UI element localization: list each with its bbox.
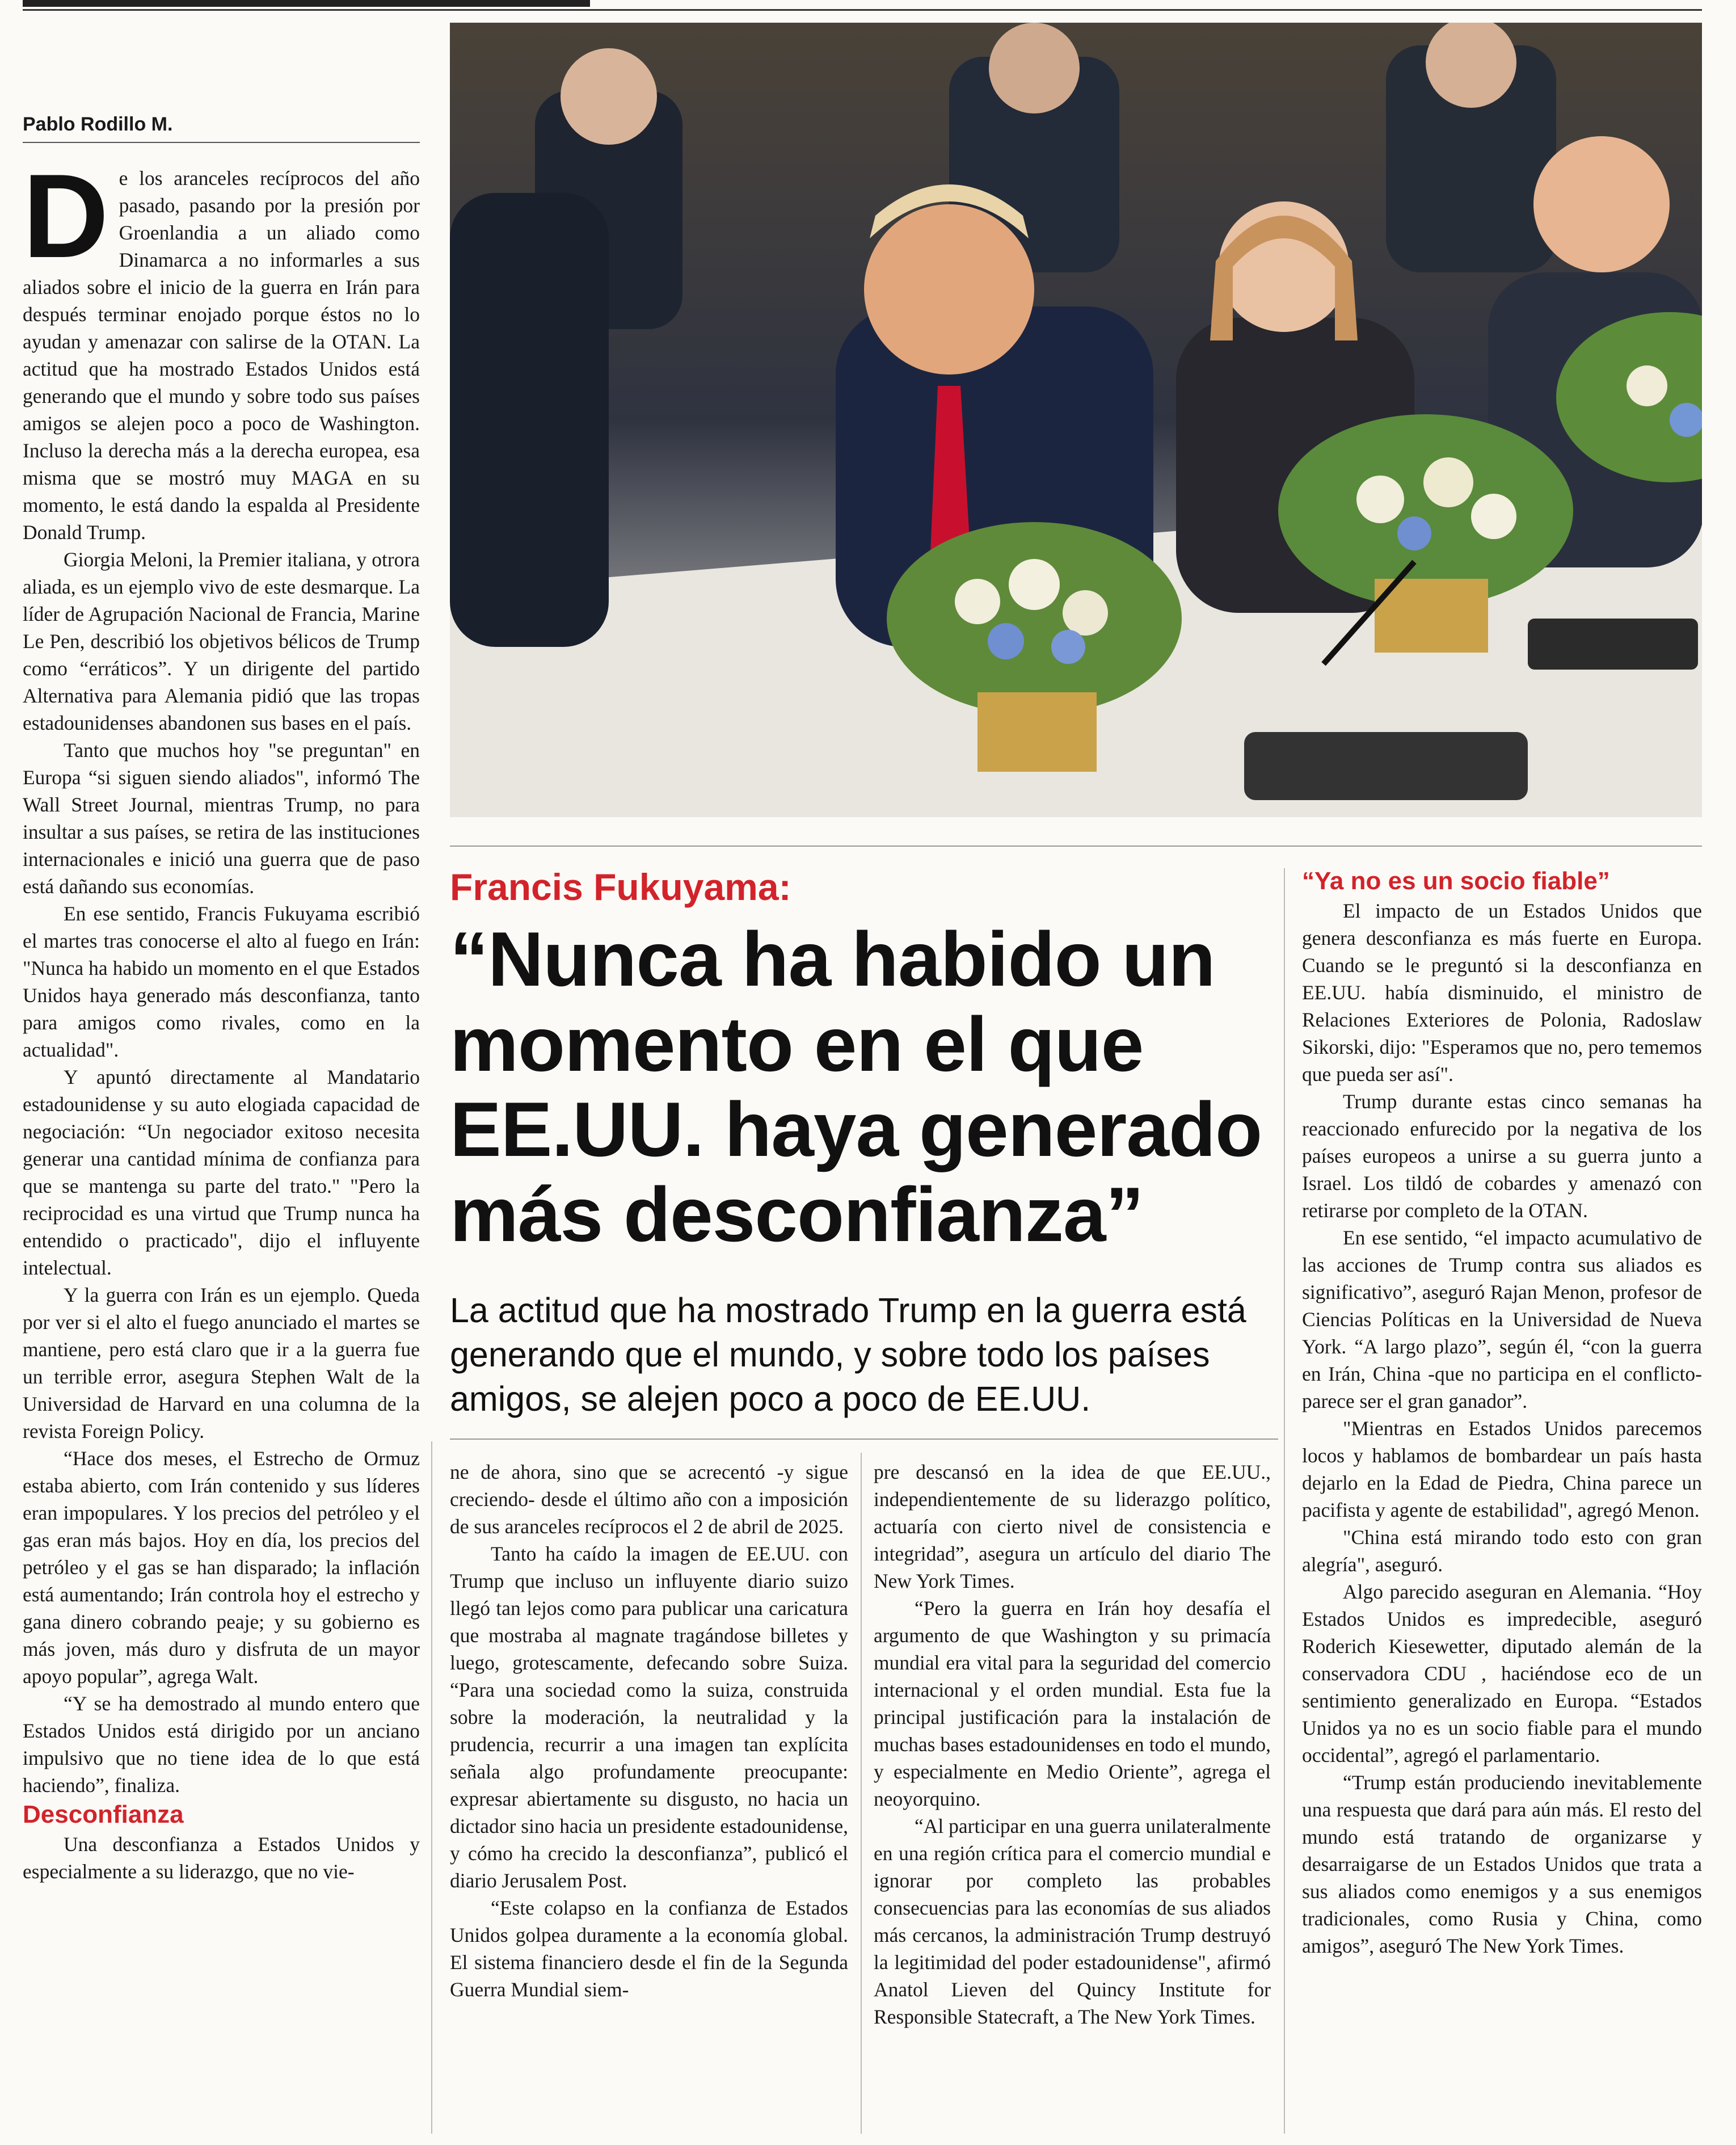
kicker: Francis Fukuyama: [450,866,791,908]
drop-cap: D [23,149,109,283]
col3-paragraph: “Al participar en una guerra unilateralmente en una región crítica para el comercio mundial e ignorar por completo las probables consecuencias para las economías de sus aliados más cercanos, la administración Trump destruyó la legitimidad del poder estadounidense", afirmó Anatol Lieven del Quincy Institute for Responsible Statecraft, a The New York Times. [874,1815,1271,2028]
col4-paragraph: En ese sentido, “el impacto acumulativo de las acciones de Trump contra sus aliados es significativo”, aseguró Rajan Menon, profesor de Ciencias Políticas en la Universidad de Nueva York. “A largo plazo”, según él, “con la guerra en Irán, China -que no participa en el conflicto- parece ser el gran ganador”. [1302,1226,1702,1412]
col3-paragraph: “Pero la guerra en Irán hoy desafía el argumento de que Washington y su primacía mundial era vital para la seguridad del comercio internacional y el orden mundial. Esta fue la principal justificación para la instalación de muchas bases estadounidenses en todo el mundo, y especialmente en Medio Oriente”, agrega el neoyorquino. [874,1597,1271,1810]
col1-paragraph: Tanto que muchos hoy "se preguntan" en Europa “si siguen siendo aliados", informó The Wall Street Journal, mientras Trump, no para insultar a sus países, se retira de las instituciones internacionales e inició una guerra que de paso está dañando sus economías. [23,739,420,898]
column-3 [874,1458,1271,2030]
col1-paragraph: Y la guerra con Irán es un ejemplo. Queda por ver si el alto el fuego anunciado el martes se mantiene, pero está claro que ir a la guerra fue un terrible error, asegura Stephen Walt de la Universidad de Harvard en una columna de la revista Foreign Policy. [23,1284,420,1442]
top-ornament-bar [23,0,590,7]
column-2 [450,1458,848,2003]
col1-paragraph-1: De los aranceles recíprocos del año pasado, pasando por la presión por Groenlandia a un aliado como Dinamarca a no informarles a sus aliados sobre el inicio de la guerra en Irán para después terminar enojado porque éstos no lo ayudan y amenazar con salirse de la OTAN. La actitud que ha mostrado Estados Unidos está generando que el mundo y sobre todo sus países amigos se alejen poco a poco de Washington. Incluso la derecha más a la derecha europea, esa misma que se mostró muy MAGA en su momento, le está dando la espalda al Presidente Donald Trump. [23,149,420,544]
headline: “Nunca ha habido un momento en el que EE.UU. haya generado más desconfianza” [450,916,1262,1257]
col1-paragraph: Y apuntó directamente al Mandatario estadounidense y su auto elogiada capacidad de negociación: “Un negociador exitoso necesita generar una cantidad mínima de confianza para que se mantenga su parte del trato." "Pero la reciprocidad es una virtud que Trump nunca ha entendido o practicado", dijo el influyente intelectual. [23,1066,420,1279]
photo-illustration [450,23,1702,817]
column-rule [1284,868,1285,2134]
top-rule [23,9,1702,11]
byline: Pablo Rodillo M. [23,113,173,135]
col4-paragraph: Algo parecido aseguran en Alemania. “Hoy Estados Unidos es impredecible, aseguró Roderich Kiesewetter, diputado alemán de la conservadora CDU , haciéndose eco de un sentimiento generalizado en Europa. “Estados Unidos ya no es un socio fiable para el mundo occidental”, agregó el parlamentario. [1302,1580,1702,1767]
col1-paragraph: “Y se ha demostrado al mundo entero que Estados Unidos está dirigido por un anciano impulsivo que no tiene idea de lo que está haciendo”, finaliza. [23,1692,420,1797]
col4-paragraph: Trump durante estas cinco semanas ha reaccionado enfurecido por la negativa de los países europeos a unirse a su guerra junto a Israel. Los tildó de cobardes y amenazó con retirarse por completo de la OTAN. [1302,1090,1702,1222]
col1-paragraph: Giorgia Meloni, la Premier italiana, y otrora aliada, es un ejemplo vivo de este desmarque. La líder de Agrupación Nacional de Francia, Marine Le Pen, describió los objetivos bélicos de Trump como “erráticos”. Y un dirigente del partido Alternativa para Alemania pidió que las tropas estadounidenses abandonen sus bases en el país. [23,548,420,734]
col1-paragraph: “Hace dos meses, el Estrecho de Ormuz estaba abierto, com Irán contenido y sus líderes eran impopulares. Y los precios del petróleo y el gas eran más bajos. Hoy en día, los precios del petróleo y el gas se han disparado; la inflación está aumentando; Irán controla hoy el estrecho y gana dinero cobrando peaje; y su gobierno es más joven, más duro y disfruta de un mayor apoyo popular”, agrega Walt. [23,1447,420,1688]
col2-paragraph: “Este colapso en la confianza de Estados Unidos golpea duramente a la economía global. El sistema financiero desde el fin de la Segunda Guerra Mundial siem- [450,1896,848,2001]
col3-paragraph: pre descansó en la idea de que EE.UU., independientemente de su liderazgo político, actuaría con cierto nivel de consistencia e integridad”, asegura un artículo del diario The New York Times. [874,1461,1271,1592]
column-rule [861,1453,862,2134]
deck-rule [450,1439,1278,1440]
col2-paragraph: ne de ahora, sino que se acrecentó -y sigue creciendo- desde el último año con a imposición de sus aranceles recíprocos el 2 de abril de 2025. [450,1461,848,1538]
subhead-desconfianza: Desconfianza [23,1801,184,1828]
subhead-socio-fiable: “Ya no es un socio fiable” [1302,867,1610,895]
col1-paragraph: En ese sentido, Francis Fukuyama escribió el martes tras conocerse el alto al fuego en Irán: "Nunca ha habido un momento en el que Estados Unidos haya generado más desconfianza, tanto para amigos como rivales, como en la actualidad". [23,902,420,1061]
col4-paragraph: “Trump están produciendo inevitablemente una respuesta que dará para aún más. El resto del mundo está tratando de organizarse y desarraigarse de un Estados Unidos que trata a sus aliados como enemigos y a sus enemigos tradicionales, como Rusia y China, como amigos”, aseguró The New York Times. [1302,1771,1702,1957]
col4-paragraph: El impacto de un Estados Unidos que genera desconfianza es más fuerte en Europa. Cuando se le preguntó si la desconfianza en EE.UU. había disminuido, el ministro de Relaciones Exteriores de Polonia, Radoslaw Sikorski, dijo: "Esperamos que no, pero tememos que pueda ser así". [1302,899,1702,1086]
col4-paragraph: "Mientras en Estados Unidos parecemos locos y hablamos de bombardear un país hasta dejarlo en la Edad de Piedra, China parece un pacifista y agente de estabilidad", agregó Menon. [1302,1417,1702,1521]
col1-paragraph-tail: Una desconfianza a Estados Unidos y especialmente a su liderazgo, que no vie- [23,1833,420,1883]
col4-paragraph: "China está mirando todo esto con gran alegría", aseguró. [1302,1526,1702,1576]
deck: La actitud que ha mostrado Trump en la guerra está generando que el mundo, y sobre todo los países amigos, se alejen poco a poco de EE.UU. [450,1291,1246,1418]
column-4 [1302,865,1702,1959]
photo-rule [450,846,1702,847]
column-1 [23,149,420,1885]
column-rule [431,1441,432,2134]
byline-rule [23,142,420,143]
col2-paragraph: Tanto ha caído la imagen de EE.UU. con Trump que incluso un influyente diario suizo llegó tan lejos como para publicar una caricatura que mostraba al magnate tragándose billetes y luego, grotescamente, defecando sobre Suiza. “Para una sociedad como la suiza, construida sobre la moderación, la neutralidad y la prudencia, recurrir a una imagen tan explícita señala algo profundamente preocupante: expresar abiertamente su disgusto, no hacia un dictador sino hacia un presidente estadounidense, y cómo ha crecido la desconfianza”, publicó el diario Jerusalem Post. [450,1542,848,1892]
photo-summit-table [450,23,1702,817]
